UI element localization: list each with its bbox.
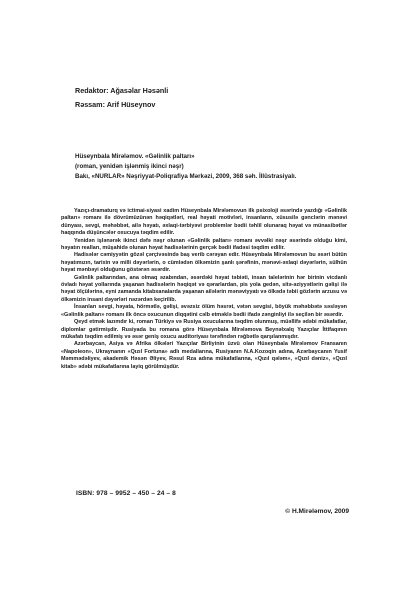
artist-credit: Rəssam: Arif Hüseynov bbox=[75, 100, 156, 109]
isbn-number: ISBN: 978 – 9952 – 450 – 24 – 8 bbox=[76, 490, 176, 497]
annotation-text bbox=[61, 208, 347, 371]
annotation-paragraph: Yenidən işlənərək ikinci dəfə nəşr olunan «Gəlinlik paltarı» romanı əvvəlki nəşr əsərində olduğu kimi, həyatın realları, müşahidə olunan həyat hadisələrinin gerçək bədii ifadəsi təqdim edilir. bbox=[61, 237, 347, 252]
edition-note: (roman, yenidən işlənmiş ikinci nəşr) bbox=[75, 163, 184, 170]
author-and-title: Hüseynbala Mirələmov. «Gəlinlik paltarı» bbox=[75, 153, 195, 160]
bibliographic-record bbox=[75, 152, 375, 182]
annotation-paragraph: Azərbaycan, Asiya və Afrika ölkələri Yazıçılar Birliyinin üzvü olan Hüseynbala Mirələmov Fransanın «Napoleon», Ukraynanın «Qızıl Fortuna» adlı medallarına, Rusiyanın N.A.Kozoqin adına, Azərbaycanın Yusif Məmmədəliyev, akademik Həsən Əliyev, Rəsul Rza adına mükafatlarına, «Qızıl qələm», «Qızıl dəniz», «Qızıl kitab» ədəbi mükafatlarına layiq görülmüşdür. bbox=[61, 341, 347, 370]
copyright-notice: © H.Mirələmov, 2009 bbox=[285, 508, 349, 515]
credits-block bbox=[75, 86, 168, 114]
annotation-paragraph: İnsanları sevgi, həyata, hörmətlə, gəlişi, əvəzsiz ölüm həsrət, vətən sevgisi, böyük məhəbbətə səsləyən «Gəlinlik paltarı» romanı ilk öncə oxucunun diqqətini cəlb etməklə bədii ifadə zənginliyi ilə seçilən bir əsərdir. bbox=[61, 304, 347, 318]
annotation-paragraph: Qeyd etmək lazımdır ki, roman Türkiyə və Rusiya oxucularına təqdim olunmuş, müəllifə ədəbi mükafatlar, diplomlar gətirmişdir. Rusiyada bu romana görə Hüseynbala Mirələmova Beynəlxalq Yazıçılar İttifaqının mükafatı təqdim edilmiş və əsər geniş oxucu auditoriyası tərəfindən rəğbətlə qarşılanmışdır. bbox=[61, 319, 347, 340]
imprint-line: Bakı, «NURLAR» Nəşriyyat-Poliqrafiya Mərkəzi, 2009, 368 səh. İllüstrasiyalı. bbox=[75, 173, 297, 180]
annotation-paragraph: Gəlinlik paltarından, ana olmaq əzabından, əsərdəki həyat təbiəti, insan talelərinin hər birinin vicdanlı övladı həyat yollarında yaşanan hadisələrin həqiqət və qərarlardan, pis yola gedən, sitə-əziyyətlərin gəlişi ilə həyat ölçülərinə, eyni zamanda kitabxanalarda yaşanan ailələrin mənəviyyatı və ölkədə təbii gözlərin arzusu və ölkəmizin insani dəyərləri nəzərdən keçirilib. bbox=[61, 274, 347, 303]
editor-credit: Redaktor: Ağasəlar Həsənli bbox=[75, 86, 169, 95]
annotation-paragraph: Yazıçı-dramaturq və ictimai-siyasi xadim Hüseynbala Mirələmovun ilk psixoloji əsərində yazdığı «Gəlinlik paltarı» romanı ilə dövrümüzünən həqiqətləri, real həyati motivləri, insanların, xüsusilə gənclərin mənəvi dünyası, sevgi, məhəbbət, ailə həyatı, əxlaqi-tərbiyəvi problemlər bədii təhlil olunaraq həyat və münasibətlər haqqında düşüncələr oxucuya təqdim edilir. bbox=[61, 208, 347, 237]
annotation-paragraph: Hadisələr cəmiyyətin gözəl çərçivəsində baş verib cərəyan edir. Hüseynbala Mirələmovun bu əsəri bütün həyatımızın, tarixin və milli dəyərlərin, o cümlədən ölkəmizin şanlı şərəfinin, mənəvi-əxlaqi dəyərlərin, sülhün həyat mənbəyi olduğunu göstərən əsərdir. bbox=[61, 252, 347, 274]
